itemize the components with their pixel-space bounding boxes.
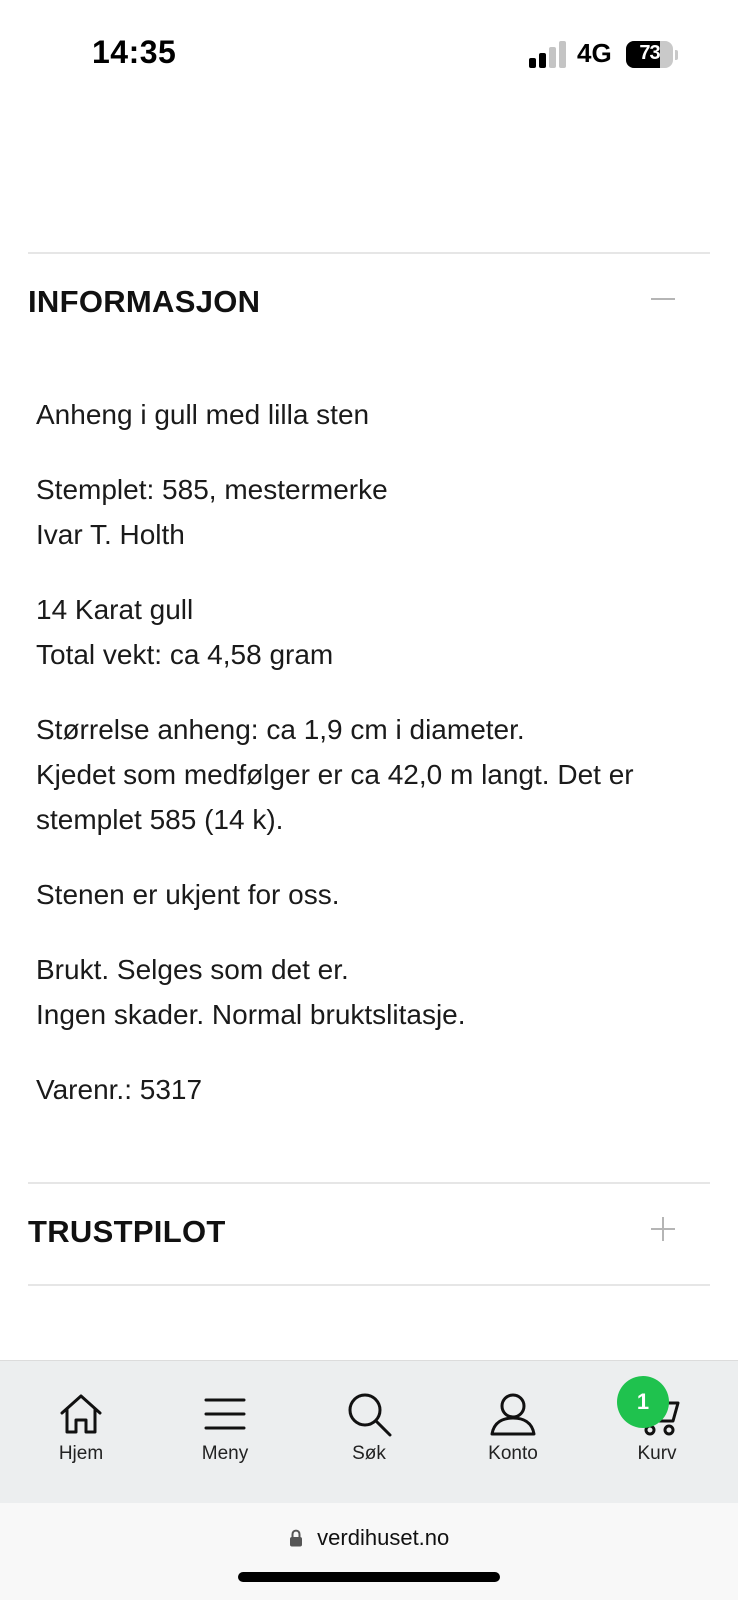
info-paragraph: Varenr.: 5317: [36, 1074, 203, 1105]
trustpilot-section-title[interactable]: TRUSTPILOT: [28, 1214, 226, 1249]
collapse-icon[interactable]: [648, 284, 678, 314]
lock-icon: [289, 1529, 303, 1547]
menu-icon: [201, 1391, 249, 1437]
tab-label: Konto: [488, 1443, 538, 1464]
home-icon: [57, 1391, 105, 1437]
tab-label: Hjem: [58, 1443, 104, 1464]
tab-label: Kurv: [637, 1443, 677, 1464]
home-indicator[interactable]: [238, 1572, 500, 1582]
info-body: [36, 392, 696, 1142]
status-time: 14:35: [92, 34, 177, 70]
url-text[interactable]: verdihuset.no: [317, 1525, 450, 1550]
signal-icon: [529, 40, 567, 68]
section-divider: [28, 1284, 710, 1286]
search-icon: [345, 1391, 393, 1437]
tab-label: Søk: [352, 1443, 386, 1464]
tab-search[interactable]: [314, 1391, 424, 1491]
status-bar: [0, 0, 738, 110]
browser-url-bar[interactable]: [0, 1503, 738, 1600]
section-divider: [28, 252, 710, 254]
info-paragraph: 14 Karat gull Total vekt: ca 4,58 gram: [36, 594, 334, 670]
tab-label: Meny: [201, 1443, 249, 1464]
info-paragraph: Stemplet: 585, mestermerke Ivar T. Holth: [36, 474, 388, 550]
battery-level: 73: [639, 42, 660, 64]
section-divider: [28, 1182, 710, 1184]
info-paragraph: Størrelse anheng: ca 1,9 cm i diameter. Kjedet som medfølger er ca 42,0 m langt. Det er stemplet 585 (14 k).: [36, 714, 634, 835]
tab-home[interactable]: [26, 1391, 136, 1491]
battery-icon: [626, 41, 673, 68]
tab-account[interactable]: [458, 1391, 568, 1491]
cart-count-badge[interactable]: 1: [617, 1376, 669, 1428]
account-icon: [489, 1391, 537, 1437]
battery-cap: [675, 50, 678, 60]
info-section-title[interactable]: INFORMASJON: [28, 284, 261, 319]
info-paragraph: Brukt. Selges som det er. Ingen skader. Normal bruktslitasje.: [36, 954, 466, 1030]
info-paragraph: Anheng i gull med lilla sten: [36, 399, 370, 430]
info-paragraph: Stenen er ukjent for oss.: [36, 879, 340, 910]
tab-menu[interactable]: [170, 1391, 280, 1491]
expand-icon[interactable]: [648, 1214, 678, 1244]
network-type: 4G: [577, 38, 612, 68]
